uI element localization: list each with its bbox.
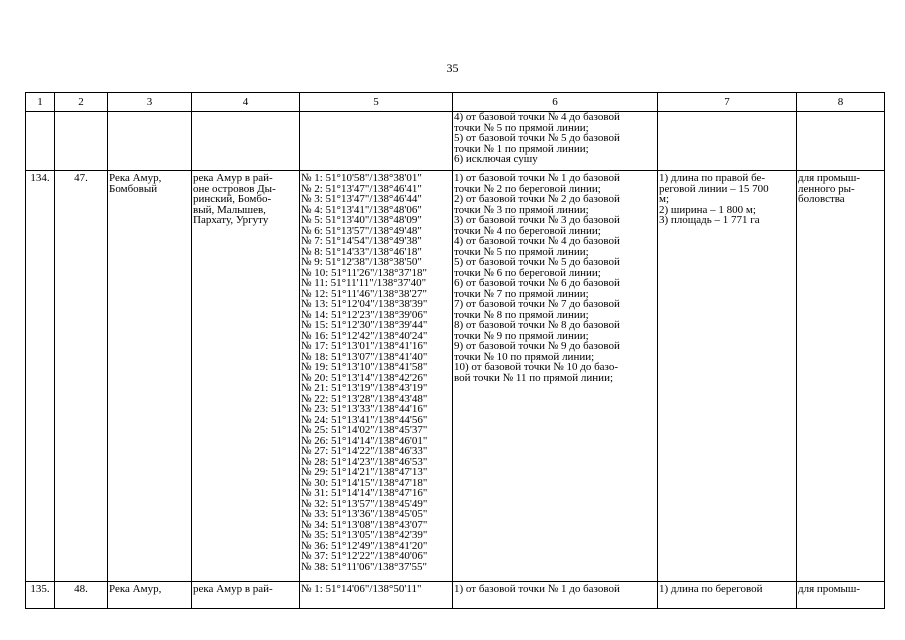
cell-line: точки № 1 по прямой линии; [454, 142, 589, 155]
cell-line: № 35: 51°13'05"/138°42'39" [301, 529, 428, 541]
data-table [25, 92, 885, 609]
page-number: 35 [446, 61, 459, 75]
water-body-name: Река Амур, [108, 582, 192, 609]
cell-line: точки № 4 по береговой линии; [454, 224, 601, 237]
area-number: 48. [55, 582, 108, 609]
cell-line: 4) от базовой точки № 4 до базовой [454, 235, 620, 247]
cell-line: № 34: 51°13'08"/138°43'07" [301, 518, 428, 531]
cell-line: № 15: 51°12'30"/138°39'44" [301, 319, 428, 331]
cell-line: № 38: 51°11'06"/138°37'55" [301, 560, 427, 573]
continuation-row [26, 112, 885, 171]
cell-line: № 13: 51°12'04"/138°38'39" [301, 298, 428, 310]
cell-line: реговой линии – 15 700 [659, 182, 769, 195]
cell-line: 3) от базовой точки № 3 до базовой [454, 214, 620, 226]
cell-line: № 17: 51°13'01"/138°41'16" [301, 340, 428, 352]
cell-line: № 36: 51°12'49"/138°41'20" [301, 539, 428, 552]
table-cell [108, 112, 192, 171]
cell-line: 5) от базовой точки № 5 до базовой [454, 256, 620, 268]
cell-line: 8) от базовой точки № 8 до базовой [454, 319, 620, 331]
header-cell: 5 [300, 93, 453, 112]
cell-line: 5) от базовой точки № 5 до базовой [454, 132, 620, 144]
cell-line: точки № 5 по прямой линии; [454, 121, 589, 134]
purpose-cell: для промыш- [797, 582, 885, 609]
cell-line: точки № 7 по прямой линии; [454, 287, 589, 300]
cell-line: № 22: 51°13'28"/138°43'48" [301, 392, 428, 405]
cell-line: № 12: 51°11'46"/138°38'27" [301, 287, 427, 300]
cell-line: точки № 3 по прямой линии; [454, 203, 589, 216]
cell-line: № 1: 51°10'58"/138°38'01" [301, 172, 422, 184]
cell-line: № 4: 51°13'41"/138°48'06" [301, 203, 422, 216]
cell-line: точки № 9 по прямой линии; [454, 329, 589, 342]
cell-line: точки № 5 по прямой линии; [454, 245, 589, 258]
cell-line: 1) длина по правой бе- [659, 172, 766, 184]
table-cell [26, 112, 55, 171]
cell-line: 3) площадь – 1 771 га [659, 214, 760, 226]
table-cell [192, 112, 300, 171]
cell-line: № 26: 51°14'14"/138°46'01" [301, 434, 428, 447]
cell-line: № 8: 51°14'33"/138°46'18" [301, 245, 422, 258]
boundary-description-cell: 1) от базовой точки № 1 до базовой [453, 582, 658, 609]
cell-line: точки № 2 по береговой линии; [454, 182, 601, 195]
purpose-cell [797, 171, 885, 582]
cell-line: ленного ры- [798, 182, 855, 195]
cell-line: № 16: 51°12'42"/138°40'24" [301, 329, 428, 342]
table-cell [55, 112, 108, 171]
cell-line: № 20: 51°13'14"/138°42'26" [301, 371, 428, 384]
cell-line: № 18: 51°13'07"/138°41'40" [301, 350, 428, 363]
row-number: 134. [26, 171, 55, 582]
cell-line: № 33: 51°13'36"/138°45'05" [301, 508, 428, 520]
cell-line: точки № 6 по береговой линии; [454, 266, 601, 279]
cell-line: № 11: 51°11'11"/138°37'40" [301, 277, 427, 289]
cell-line: точки № 8 по прямой линии; [454, 308, 589, 321]
cell-line: № 24: 51°13'41"/138°44'56" [301, 413, 428, 426]
row-number: 135. [26, 582, 55, 609]
header-row [26, 93, 885, 112]
water-body-name [108, 171, 192, 582]
area-dimensions: 1) длина по береговой [658, 582, 797, 609]
cell-line: № 37: 51°12'22"/138°40'06" [301, 550, 428, 562]
cell-line: 2) ширина – 1 800 м; [659, 203, 756, 216]
table-cell [658, 112, 797, 171]
cell-line: № 19: 51°13'10"/138°41'58" [301, 361, 428, 373]
header-cell: 7 [658, 93, 797, 112]
cell-line: оне островов Ды- [193, 182, 276, 195]
cell-line: 6) исключая сушу [454, 153, 538, 165]
cell-line: № 6: 51°13'57"/138°49'48" [301, 224, 422, 237]
coordinates-cell [300, 171, 453, 582]
cell-line: 7) от базовой точки № 7 до базовой [454, 298, 620, 310]
area-location [192, 171, 300, 582]
cell-line: 4) от базовой точки № 4 до базовой [454, 111, 620, 123]
cell-line: 1) от базовой точки № 1 до базовой [454, 172, 620, 184]
cell-line: № 7: 51°14'54"/138°49'38" [301, 235, 422, 247]
cell-line: № 31: 51°14'14"/138°47'16" [301, 487, 428, 499]
cell-line: № 9: 51°12'38"/138°38'50" [301, 256, 422, 268]
cell-line: № 21: 51°13'19"/138°43'19" [301, 382, 428, 394]
cell-line: м; [659, 193, 670, 205]
coordinates-cell: № 1: 51°14'06"/138°50'11" [300, 582, 453, 609]
cell-line: боловства [798, 193, 845, 205]
cell-line: № 3: 51°13'47"/138°46'44" [301, 193, 422, 205]
cell-line: № 28: 51°14'23"/138°46'53" [301, 455, 428, 468]
cell-line: вый, Малышев, [193, 203, 266, 216]
cell-line: № 23: 51°13'33"/138°44'16" [301, 403, 428, 415]
area-dimensions [658, 171, 797, 582]
cell-line: ринский, Бомбо- [193, 193, 272, 205]
cell-line: 6) от базовой точки № 6 до базовой [454, 277, 620, 289]
table-cell [797, 112, 885, 171]
table-row-135 [26, 582, 885, 609]
cell-line: № 32: 51°13'57"/138°45'49" [301, 497, 428, 510]
header-cell: 4 [192, 93, 300, 112]
header-cell: 2 [55, 93, 108, 112]
cell-line: точки № 10 по прямой линии; [454, 350, 595, 363]
cell-line: № 29: 51°14'21"/138°47'13" [301, 466, 428, 478]
header-cell: 6 [453, 93, 658, 112]
cell-line: № 25: 51°14'02"/138°45'37" [301, 424, 428, 436]
cell-line: вой точки № 11 по прямой линии; [454, 371, 614, 384]
area-number: 47. [55, 171, 108, 582]
boundary-description-cell [453, 112, 658, 171]
header-cell: 3 [108, 93, 192, 112]
cell-line: Бомбовый [109, 182, 158, 195]
cell-line: № 2: 51°13'47"/138°46'41" [301, 182, 422, 195]
cell-line: 2) от базовой точки № 2 до базовой [454, 193, 620, 205]
cell-line: № 14: 51°12'23"/138°39'06" [301, 308, 428, 321]
cell-line: № 27: 51°14'22"/138°46'33" [301, 445, 428, 457]
cell-line: 10) от базовой точки № 10 до базо- [454, 361, 618, 373]
cell-line: № 10: 51°11'26"/138°37'18" [301, 266, 427, 279]
cell-line: № 30: 51°14'15"/138°47'18" [301, 476, 428, 489]
header-cell: 8 [797, 93, 885, 112]
cell-line: 9) от базовой точки № 9 до базовой [454, 340, 620, 352]
cell-line: для промыш- [798, 172, 861, 184]
cell-line: № 5: 51°13'40"/138°48'09" [301, 214, 422, 226]
table-row-134 [26, 171, 885, 582]
cell-line: Пархату, Ургуту [193, 214, 269, 226]
boundary-description-cell [453, 171, 658, 582]
area-location: река Амур в рай- [192, 582, 300, 609]
table-cell [300, 112, 453, 171]
cell-line: Река Амур, [109, 172, 162, 184]
header-cell: 1 [26, 93, 55, 112]
cell-line: река Амур в рай- [193, 172, 273, 184]
